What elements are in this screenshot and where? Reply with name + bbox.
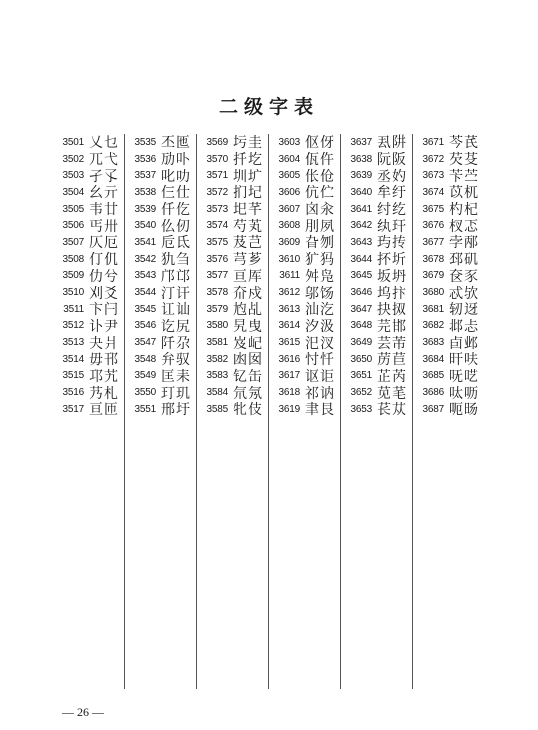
entry-number: 3573 — [206, 203, 228, 215]
table-row — [201, 401, 269, 418]
entry-characters: 旮刎 — [305, 235, 335, 252]
entry-number: 3684 — [422, 353, 444, 365]
entry-number: 3569 — [206, 136, 228, 148]
table-row — [273, 401, 341, 418]
entry-characters: 韦廿 — [89, 202, 119, 219]
entry-number: 3619 — [278, 403, 300, 415]
entry-number: 3637 — [350, 136, 372, 148]
entry-characters: 坞抃 — [377, 285, 407, 302]
entry-number: 3551 — [134, 403, 156, 415]
entry-characters: 玙抟 — [377, 235, 407, 252]
entry-characters: 兀弋 — [89, 152, 119, 169]
entry-characters: 阮阪 — [377, 152, 407, 169]
entry-number: 3606 — [278, 186, 300, 198]
entry-characters: 阡尕 — [161, 335, 191, 352]
entry-characters: 芸芾 — [377, 335, 407, 352]
entry-characters: 卞闩 — [89, 302, 119, 319]
entry-characters: 芡芟 — [449, 152, 479, 169]
entry-characters: 芩芪 — [449, 135, 479, 152]
entry-number: 3643 — [350, 236, 372, 248]
entry-number: 3618 — [278, 387, 300, 399]
entry-characters: 圳圹 — [233, 168, 263, 185]
entry-number: 3652 — [350, 387, 372, 399]
table-column — [57, 134, 125, 418]
entry-characters: 厾阱 — [377, 135, 407, 152]
entry-number: 3681 — [422, 303, 444, 315]
entry-characters: 卣邺 — [449, 335, 479, 352]
entry-number: 3575 — [206, 236, 228, 248]
entry-characters: 佤仵 — [305, 152, 335, 169]
entry-characters: 呒呓 — [449, 368, 479, 385]
entry-number: 3506 — [62, 220, 84, 232]
entry-number: 3545 — [134, 303, 156, 315]
entry-characters: 纣纥 — [377, 202, 407, 219]
entry-characters: 叱叻 — [161, 168, 191, 185]
page-number: — 26 — — [62, 705, 104, 719]
entry-number: 3611 — [279, 270, 300, 282]
entry-number: 3614 — [278, 320, 300, 332]
entry-characters: 邝邙 — [161, 268, 191, 285]
entry-characters: 艿札 — [89, 385, 119, 402]
entry-number: 3550 — [134, 387, 156, 399]
entry-number: 3674 — [422, 186, 444, 198]
entry-number: 3514 — [62, 353, 84, 365]
entry-number: 3548 — [134, 353, 156, 365]
entry-number: 3579 — [206, 303, 228, 315]
entry-number: 3515 — [62, 370, 84, 382]
entry-characters: 仨仕 — [161, 185, 191, 202]
entry-number: 3680 — [422, 287, 444, 299]
entry-characters: 邢圩 — [161, 402, 191, 419]
page-title: 二级字表 — [218, 96, 319, 118]
entry-characters: 仂兮 — [89, 268, 119, 285]
entry-characters: 仃仉 — [89, 252, 119, 269]
entry-characters: 祁讷 — [305, 385, 335, 402]
entry-characters: 夼戍 — [233, 285, 263, 302]
entry-characters: 讴讵 — [305, 368, 335, 385]
entry-number: 3644 — [350, 253, 372, 265]
entry-characters: 孛邴 — [449, 235, 479, 252]
entry-number: 3536 — [134, 153, 156, 165]
entry-number: 3615 — [278, 337, 300, 349]
entry-characters: 犰刍 — [161, 252, 191, 269]
entry-number: 3676 — [422, 220, 444, 232]
entry-number: 3535 — [134, 136, 156, 148]
table-row — [129, 401, 197, 418]
table-row — [57, 401, 125, 418]
entry-characters: 匡耒 — [161, 368, 191, 385]
entry-number: 3583 — [206, 370, 228, 382]
entry-number: 3678 — [422, 253, 444, 265]
entry-number: 3517 — [62, 403, 84, 415]
entry-characters: 牟纡 — [377, 185, 407, 202]
entry-characters: 亘匝 — [89, 402, 119, 419]
entry-characters: 汜汊 — [305, 335, 335, 352]
entry-number: 3671 — [422, 136, 444, 148]
entry-characters: 呃旸 — [449, 402, 479, 419]
entry-number: 3540 — [134, 220, 156, 232]
entry-number: 3645 — [350, 270, 372, 282]
entry-number: 3647 — [350, 303, 372, 315]
column-divider — [268, 134, 269, 689]
table-column — [129, 134, 197, 418]
entry-number: 3578 — [206, 287, 228, 299]
entry-characters: 仟仡 — [161, 202, 191, 219]
entry-number: 3577 — [206, 270, 228, 282]
entry-number: 3649 — [350, 337, 372, 349]
entry-characters: 伛伢 — [305, 135, 335, 152]
entry-characters: 邳矶 — [449, 252, 479, 269]
entry-number: 3510 — [62, 287, 84, 299]
entry-characters: 杓杞 — [449, 202, 479, 219]
entry-number: 3612 — [278, 287, 300, 299]
entry-number: 3501 — [62, 136, 84, 148]
entry-number: 3617 — [278, 370, 300, 382]
table-row — [345, 401, 413, 418]
entry-characters: 汀讦 — [161, 285, 191, 302]
entry-number: 3508 — [62, 253, 84, 265]
entry-characters: 玎玑 — [161, 385, 191, 402]
entry-number: 3544 — [134, 287, 156, 299]
entry-characters: 旯曳 — [233, 318, 263, 335]
entry-characters: 邛艽 — [89, 368, 119, 385]
entry-characters: 伥伧 — [305, 168, 335, 185]
entry-characters: 弁驭 — [161, 352, 191, 369]
entry-number: 3570 — [206, 153, 228, 165]
table-column — [201, 134, 269, 418]
entry-number: 3538 — [134, 186, 156, 198]
entry-characters: 刖夙 — [305, 218, 335, 235]
entry-number: 3585 — [206, 403, 228, 415]
entry-number: 3653 — [350, 403, 372, 415]
entry-number: 3683 — [422, 337, 444, 349]
entry-characters: 苋芼 — [377, 385, 407, 402]
entry-characters: 劢卟 — [161, 152, 191, 169]
entry-characters: 圯芊 — [233, 202, 263, 219]
entry-number: 3504 — [62, 186, 84, 198]
entry-number: 3580 — [206, 320, 228, 332]
entry-characters: 旰呋 — [449, 352, 479, 369]
entry-number: 3584 — [206, 387, 228, 399]
entry-characters: 奁豕 — [449, 268, 479, 285]
entry-number: 3650 — [350, 353, 372, 365]
column-divider — [124, 134, 125, 689]
entry-characters: 忒欤 — [449, 285, 479, 302]
entry-characters: 丞妁 — [377, 168, 407, 185]
entry-characters: 刈爻 — [89, 285, 119, 302]
entry-number: 3571 — [206, 170, 228, 182]
entry-number: 3610 — [278, 253, 300, 265]
entry-number: 3547 — [134, 337, 156, 349]
column-divider — [196, 134, 197, 689]
entry-number: 3537 — [134, 170, 156, 182]
entry-characters: 犷犸 — [305, 252, 335, 269]
entry-number: 3516 — [62, 387, 84, 399]
entry-characters: 纨玕 — [377, 218, 407, 235]
entry-number: 3646 — [350, 287, 372, 299]
entry-characters: 讫尻 — [161, 318, 191, 335]
entry-number: 3502 — [62, 153, 84, 165]
entry-characters: 夬爿 — [89, 335, 119, 352]
entry-characters: 苌苁 — [377, 402, 407, 419]
entry-number: 3616 — [278, 353, 300, 365]
column-divider — [412, 134, 413, 689]
entry-characters: 抉㧐 — [377, 302, 407, 319]
entry-number: 3682 — [422, 320, 444, 332]
entry-characters: 呔呖 — [449, 385, 479, 402]
entry-number: 3608 — [278, 220, 300, 232]
entry-characters: 扪圮 — [233, 185, 263, 202]
entry-number: 3604 — [278, 153, 300, 165]
entry-number: 3642 — [350, 220, 372, 232]
entry-characters: 凼囡 — [233, 352, 263, 369]
entry-characters: 乂乜 — [89, 135, 119, 152]
entry-characters: 邶忐 — [449, 318, 479, 335]
entry-characters: 芷芮 — [377, 368, 407, 385]
entry-characters: 圬圭 — [233, 135, 263, 152]
entry-characters: 轫迓 — [449, 302, 479, 319]
entry-characters: 聿艮 — [305, 402, 335, 419]
entry-number: 3503 — [62, 170, 84, 182]
entry-number: 3539 — [134, 203, 156, 215]
entry-characters: 讧讪 — [161, 302, 191, 319]
entry-characters: 牝伎 — [233, 402, 263, 419]
entry-characters: 苈苣 — [377, 352, 407, 369]
entry-characters: 亘厍 — [233, 268, 263, 285]
entry-number: 3505 — [62, 203, 84, 215]
entry-characters: 仫仞 — [161, 218, 191, 235]
entry-number: 3511 — [63, 303, 84, 315]
entry-characters: 氘氖 — [233, 385, 263, 402]
entry-characters: 苄苎 — [449, 168, 479, 185]
entry-characters: 卮氐 — [161, 235, 191, 252]
entry-characters: 丕匜 — [161, 135, 191, 152]
entry-characters: 囟汆 — [305, 202, 335, 219]
entry-number: 3673 — [422, 170, 444, 182]
entry-number: 3685 — [422, 370, 444, 382]
entry-number: 3686 — [422, 387, 444, 399]
entry-number: 3574 — [206, 220, 228, 232]
entry-characters: 苡杌 — [449, 185, 479, 202]
entry-number: 3546 — [134, 320, 156, 332]
entry-number: 3638 — [350, 153, 372, 165]
entry-number: 3549 — [134, 370, 156, 382]
entry-characters: 抔圻 — [377, 252, 407, 269]
entry-characters: 毋邗 — [89, 352, 119, 369]
entry-number: 3677 — [422, 236, 444, 248]
entry-characters: 汕汔 — [305, 302, 335, 319]
entry-characters: 仄厄 — [89, 235, 119, 252]
entry-characters: 芎芗 — [233, 252, 263, 269]
entry-characters: 丐卅 — [89, 218, 119, 235]
entry-characters: 舛凫 — [305, 268, 335, 285]
entry-characters: 岌屺 — [233, 335, 263, 352]
entry-number: 3509 — [62, 270, 84, 282]
entry-characters: 杈忑 — [449, 218, 479, 235]
entry-number: 3641 — [350, 203, 372, 215]
entry-number: 3607 — [278, 203, 300, 215]
entry-number: 3613 — [278, 303, 300, 315]
entry-number: 3582 — [206, 353, 228, 365]
entry-number: 3609 — [278, 236, 300, 248]
entry-number: 3581 — [206, 337, 228, 349]
entry-number: 3675 — [422, 203, 444, 215]
entry-number: 3572 — [206, 186, 228, 198]
entry-number: 3640 — [350, 186, 372, 198]
entry-number: 3542 — [134, 253, 156, 265]
entry-number: 3507 — [62, 236, 84, 248]
entry-characters: 芫邯 — [377, 318, 407, 335]
entry-characters: 讣尹 — [89, 318, 119, 335]
entry-number: 3576 — [206, 253, 228, 265]
entry-characters: 伉伫 — [305, 185, 335, 202]
entry-characters: 芨芑 — [233, 235, 263, 252]
entry-characters: 汐汲 — [305, 318, 335, 335]
entry-characters: 幺亓 — [89, 185, 119, 202]
entry-number: 3541 — [134, 236, 156, 248]
entry-characters: 芍芄 — [233, 218, 263, 235]
entry-characters: 邬饧 — [305, 285, 335, 302]
entry-characters: 尥乩 — [233, 302, 263, 319]
table-column — [273, 134, 341, 418]
table-column — [345, 134, 413, 418]
entry-number: 3603 — [278, 136, 300, 148]
entry-characters: 扦圪 — [233, 152, 263, 169]
table-column — [417, 134, 485, 418]
entry-number: 3605 — [278, 170, 300, 182]
entry-characters: 孑孓 — [89, 168, 119, 185]
entry-number: 3679 — [422, 270, 444, 282]
entry-number: 3543 — [134, 270, 156, 282]
entry-number: 3672 — [422, 153, 444, 165]
entry-number: 3687 — [422, 403, 444, 415]
entry-number: 3648 — [350, 320, 372, 332]
column-divider — [340, 134, 341, 689]
entry-number: 3512 — [62, 320, 84, 332]
entry-number: 3639 — [350, 170, 372, 182]
table-row — [417, 401, 485, 418]
entry-characters: 钇缶 — [233, 368, 263, 385]
entry-characters: 坂坍 — [377, 268, 407, 285]
entry-number: 3651 — [350, 370, 372, 382]
entry-characters: 忖忏 — [305, 352, 335, 369]
entry-number: 3513 — [62, 337, 84, 349]
